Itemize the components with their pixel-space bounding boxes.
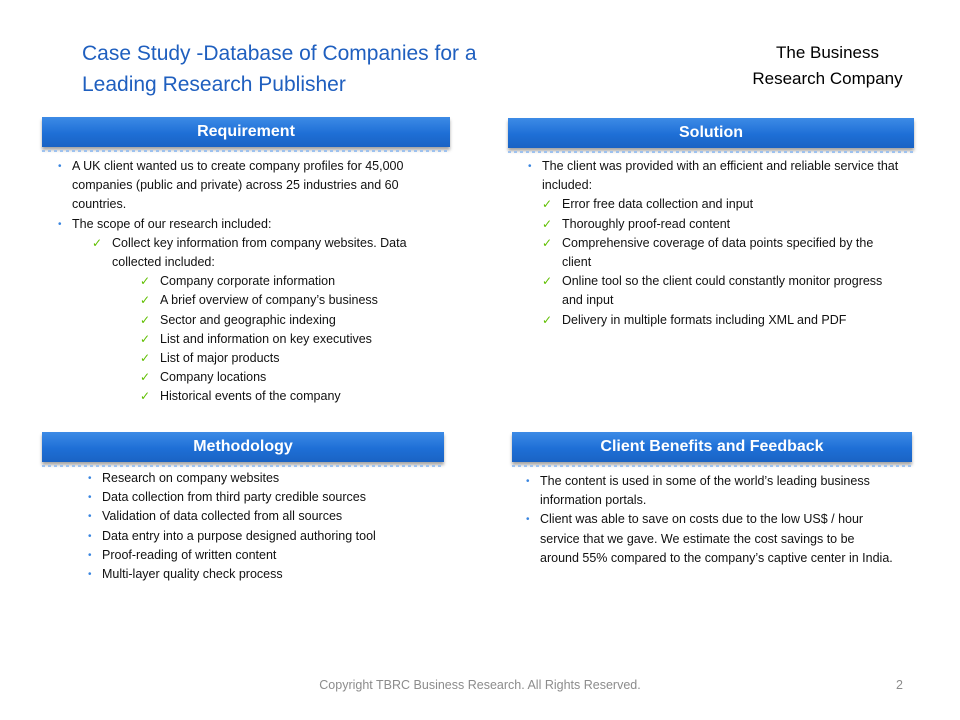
requirement-section	[58, 157, 428, 407]
methodology-item: • Research on company websites	[88, 469, 448, 488]
requirement-sub-item: ✓ Sector and geographic indexing	[140, 311, 428, 330]
requirement-bullet-1: • A UK client wanted us to create company profiles for 45,000 companies (public and private) across 25 industries and 60 countries.	[58, 157, 428, 215]
requirement-check-1	[92, 234, 428, 407]
requirement-sub-item: ✓ List of major products	[140, 349, 428, 368]
solution-bullet-1	[528, 157, 903, 330]
company-name	[720, 40, 935, 92]
requirement-sub-item: ✓ List and information on key executives	[140, 330, 428, 349]
requirement-header: Requirement	[42, 117, 450, 147]
benefits-header: Client Benefits and Feedback	[512, 432, 912, 462]
methodology-section	[88, 469, 448, 584]
methodology-item: • Data entry into a purpose designed authoring tool	[88, 527, 448, 546]
requirement-sub-item: ✓ Company locations	[140, 368, 428, 387]
title-line-2: Leading Research Publisher	[82, 73, 346, 96]
page-number: 2	[896, 678, 903, 692]
methodology-item: • Validation of data collected from all sources	[88, 507, 448, 526]
solution-item: ✓ Online tool so the client could constantly monitor progress and input	[542, 272, 903, 310]
company-line-2: Research Company	[752, 69, 903, 88]
methodology-item: • Data collection from third party credible sources	[88, 488, 448, 507]
requirement-bullet-2-text: The scope of our research included:	[72, 216, 272, 231]
solution-header: Solution	[508, 118, 914, 148]
solution-item: ✓ Delivery in multiple formats including XML and PDF	[542, 311, 903, 330]
requirement-sub-item: ✓ A brief overview of company’s business	[140, 291, 428, 310]
requirement-sub-item: ✓ Historical events of the company	[140, 387, 428, 406]
solution-section	[528, 157, 903, 330]
methodology-item: • Proof-reading of written content	[88, 546, 448, 565]
benefits-item: • The content is used in some of the world’s leading business information portals.	[526, 472, 896, 510]
benefits-item: • Client was able to save on costs due to the low US$ / hour service that we gave. We estimate the cost savings to be around 55% compared to the company’s captive center in India.	[526, 510, 896, 568]
page-title	[82, 38, 562, 100]
methodology-header: Methodology	[42, 432, 444, 462]
solution-item: ✓ Comprehensive coverage of data points specified by the client	[542, 234, 903, 272]
requirement-sub-item: ✓ Company corporate information	[140, 272, 428, 291]
solution-item: ✓ Thoroughly proof-read content	[542, 215, 903, 234]
title-line-1: Case Study -Database of Companies for a	[82, 42, 477, 65]
requirement-bullet-2	[58, 215, 428, 407]
requirement-check-1-text: Collect key information from company websites. Data collected included:	[112, 235, 407, 270]
solution-item: ✓ Error free data collection and input	[542, 195, 903, 214]
benefits-section	[526, 472, 896, 568]
copyright-footer: Copyright TBRC Business Research. All Rights Reserved.	[319, 678, 641, 692]
company-line-1: The Business	[776, 43, 879, 62]
solution-bullet-1-text: The client was provided with an efficient and reliable service that included:	[542, 159, 899, 193]
methodology-item: • Multi-layer quality check process	[88, 565, 448, 584]
